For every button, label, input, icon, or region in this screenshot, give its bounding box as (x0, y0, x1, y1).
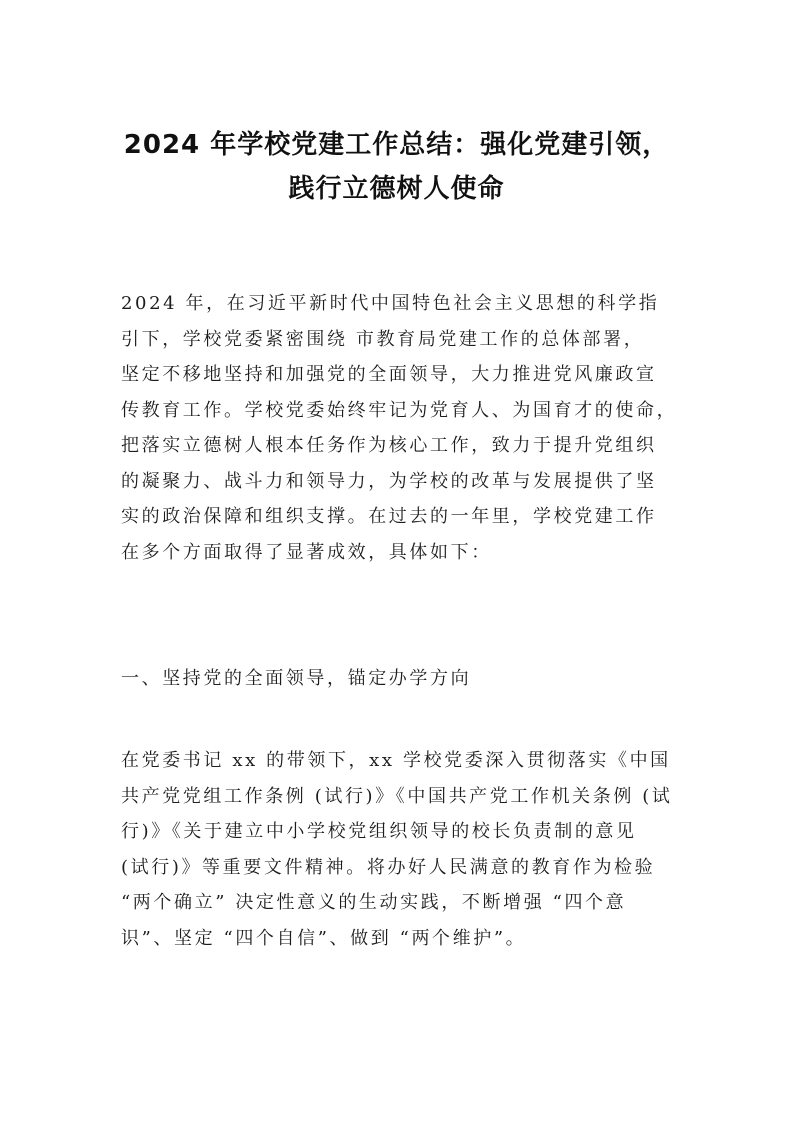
section-1-paragraph (121, 743, 677, 956)
document-title-line-2 (90, 168, 703, 210)
section-line: 共产党党组工作条例 (试行)》《中国共产党工作机关条例 (试 (121, 785, 673, 807)
intro-line: 传教育工作。学校党委始终牢记为党育人、为国育才的使命， (121, 399, 678, 421)
document-title-line-1 (90, 124, 703, 166)
intro-line: 在多个方面取得了显著成效，具体如下： (121, 541, 492, 563)
section-line: 识”、坚定 “四个自信”、做到 “两个维护”。 (121, 927, 527, 949)
section-line: “两个确立” 决定性意义的生动实践，不断增强 “四个意 (121, 892, 627, 913)
section-heading-text: 一、坚持党的全面领导，锚定办学方向 (121, 668, 472, 689)
intro-paragraph (121, 286, 677, 570)
title-text-2: 践行立德树人使命 (288, 174, 505, 204)
intro-line: 把落实立德树人根本任务作为核心工作，致力于提升党组织 (121, 435, 657, 456)
section-line: 行)》《关于建立中小学校党组织领导的校长负责制的意见 (121, 821, 637, 842)
section-line: (试行)》等重要文件精神。将办好人民满意的教育作为检验 (121, 856, 656, 878)
intro-line: 的凝聚力、战斗力和领导力，为学校的改革与发展提供了坚 (121, 470, 657, 492)
intro-line: 坚定不移地坚持和加强党的全面领导，大力推进党风廉政宣 (121, 364, 657, 385)
title-text-1: 2024 年学校党建工作总结：强化党建引领， (123, 130, 670, 160)
section-line: 在党委书记 xx 的带领下，xx 学校党委深入贯彻落实《中国 (121, 750, 671, 771)
section-1-heading (121, 661, 677, 697)
intro-line: 2024 年，在习近平新时代中国特色社会主义思想的科学指 (121, 293, 660, 314)
intro-line: 实的政治保障和组织支撑。在过去的一年里，学校党建工作 (121, 506, 657, 527)
intro-line: 引下，学校党委紧密围绕 市教育局党建工作的总体部署， (121, 328, 645, 350)
